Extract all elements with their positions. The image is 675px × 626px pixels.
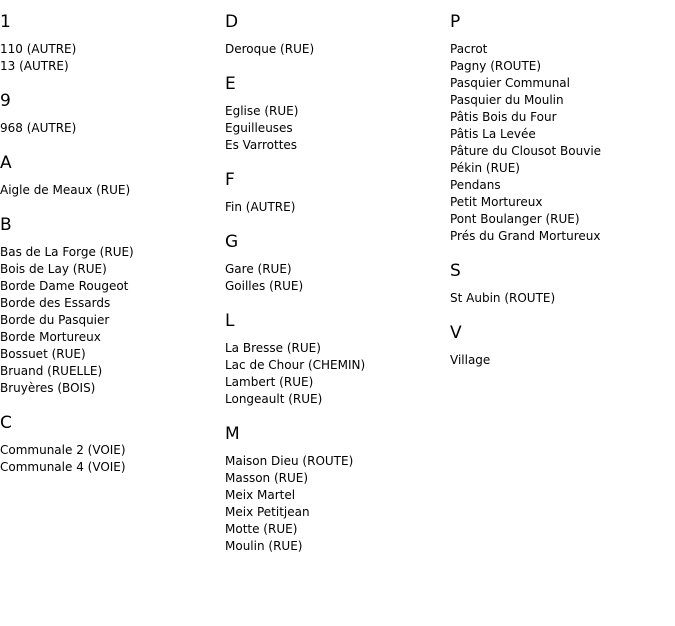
group-letter-heading: 9 — [0, 91, 11, 111]
street-list — [225, 41, 445, 58]
group-letter-heading: S — [450, 261, 461, 281]
group-letter-heading: C — [0, 413, 12, 433]
group-letter-heading: L — [225, 311, 235, 331]
street-link[interactable]: 110 (AUTRE) — [0, 42, 77, 56]
street-link[interactable]: Borde Dame Rougeot — [0, 279, 129, 293]
street-link[interactable]: Pacrot — [450, 42, 488, 56]
group-letter-heading: D — [225, 12, 239, 32]
street-link[interactable]: Bruand (RUELLE) — [0, 364, 103, 378]
street-link[interactable]: Pendans — [450, 178, 501, 192]
letter-group — [0, 12, 220, 75]
street-link[interactable]: Motte (RUE) — [225, 522, 298, 536]
street-list — [225, 340, 445, 408]
street-link[interactable]: Goilles (RUE) — [225, 279, 304, 293]
street-link[interactable]: Pékin (RUE) — [450, 161, 520, 175]
letter-group — [450, 323, 675, 369]
street-link[interactable]: Bossuet (RUE) — [0, 347, 86, 361]
street-link[interactable]: Gare (RUE) — [225, 262, 292, 276]
letter-group — [225, 12, 445, 58]
street-link[interactable]: Longeault (RUE) — [225, 392, 323, 406]
group-letter-heading: M — [225, 424, 240, 444]
street-link[interactable]: Pâture du Clousot Bouvie — [450, 144, 602, 158]
street-link[interactable]: Fin (AUTRE) — [225, 200, 296, 214]
street-link[interactable]: Moulin (RUE) — [225, 539, 303, 553]
street-link[interactable]: Borde des Essards — [0, 296, 111, 310]
group-letter-heading: B — [0, 215, 12, 235]
street-link[interactable]: Meix Martel — [225, 488, 296, 502]
letter-group — [0, 91, 220, 137]
street-link[interactable]: Pagny (ROUTE) — [450, 59, 542, 73]
street-link[interactable]: Eguilleuses — [225, 121, 293, 135]
street-list — [0, 120, 220, 137]
street-list — [225, 453, 445, 555]
street-link[interactable]: Prés du Grand Mortureux — [450, 229, 601, 243]
letter-group — [450, 261, 675, 307]
group-letter-heading: V — [450, 323, 462, 343]
group-letter-heading: 1 — [0, 12, 11, 32]
group-letter-heading: G — [225, 232, 239, 252]
street-index-column-1 — [0, 12, 220, 492]
letter-group — [0, 413, 220, 476]
group-letter-heading: E — [225, 74, 236, 94]
street-link[interactable]: 968 (AUTRE) — [0, 121, 77, 135]
street-link[interactable]: Petit Mortureux — [450, 195, 543, 209]
street-list — [0, 442, 220, 476]
street-list — [225, 199, 445, 216]
street-link[interactable]: Es Varrottes — [225, 138, 298, 152]
street-link[interactable]: Borde du Pasquier — [0, 313, 110, 327]
letter-group — [0, 153, 220, 199]
street-link[interactable]: Pasquier du Moulin — [450, 93, 564, 107]
letter-group — [0, 215, 220, 397]
letter-group — [225, 232, 445, 295]
street-link[interactable]: Pont Boulanger (RUE) — [450, 212, 580, 226]
street-link[interactable]: Pâtis La Levée — [450, 127, 536, 141]
street-list — [450, 352, 675, 369]
street-list — [0, 41, 220, 75]
street-list — [0, 244, 220, 397]
street-link[interactable]: Bas de La Forge (RUE) — [0, 245, 134, 259]
street-link[interactable]: Deroque (RUE) — [225, 42, 315, 56]
street-index-column-3 — [450, 12, 675, 385]
group-letter-heading: P — [450, 12, 461, 32]
group-letter-heading: A — [0, 153, 12, 173]
street-link[interactable]: Lac de Chour (CHEMIN) — [225, 358, 366, 372]
street-link[interactable]: Pâtis Bois du Four — [450, 110, 557, 124]
letter-group — [225, 170, 445, 216]
street-link[interactable]: Lambert (RUE) — [225, 375, 314, 389]
street-list — [450, 290, 675, 307]
street-link[interactable]: Borde Mortureux — [0, 330, 101, 344]
letter-group — [225, 311, 445, 408]
street-link[interactable]: Pasquier Communal — [450, 76, 570, 90]
letter-group — [225, 74, 445, 154]
street-link[interactable]: Masson (RUE) — [225, 471, 309, 485]
letter-group — [450, 12, 675, 245]
street-link[interactable]: La Bresse (RUE) — [225, 341, 321, 355]
street-link[interactable]: Maison Dieu (ROUTE) — [225, 454, 354, 468]
letter-group — [225, 424, 445, 555]
street-link[interactable]: Aigle de Meaux (RUE) — [0, 183, 131, 197]
street-index-column-2 — [225, 12, 445, 571]
street-link[interactable]: Bois de Lay (RUE) — [0, 262, 107, 276]
street-link[interactable]: Meix Petitjean — [225, 505, 310, 519]
street-link[interactable]: 13 (AUTRE) — [0, 59, 69, 73]
street-list — [450, 41, 675, 245]
street-link[interactable]: Bruyères (BOIS) — [0, 381, 96, 395]
group-letter-heading: F — [225, 170, 235, 190]
street-link[interactable]: Communale 4 (VOIE) — [0, 460, 126, 474]
street-list — [225, 103, 445, 154]
street-link[interactable]: Eglise (RUE) — [225, 104, 299, 118]
street-link[interactable]: St Aubin (ROUTE) — [450, 291, 556, 305]
street-list — [0, 182, 220, 199]
street-link[interactable]: Village — [450, 353, 491, 367]
street-link[interactable]: Communale 2 (VOIE) — [0, 443, 126, 457]
street-list — [225, 261, 445, 295]
